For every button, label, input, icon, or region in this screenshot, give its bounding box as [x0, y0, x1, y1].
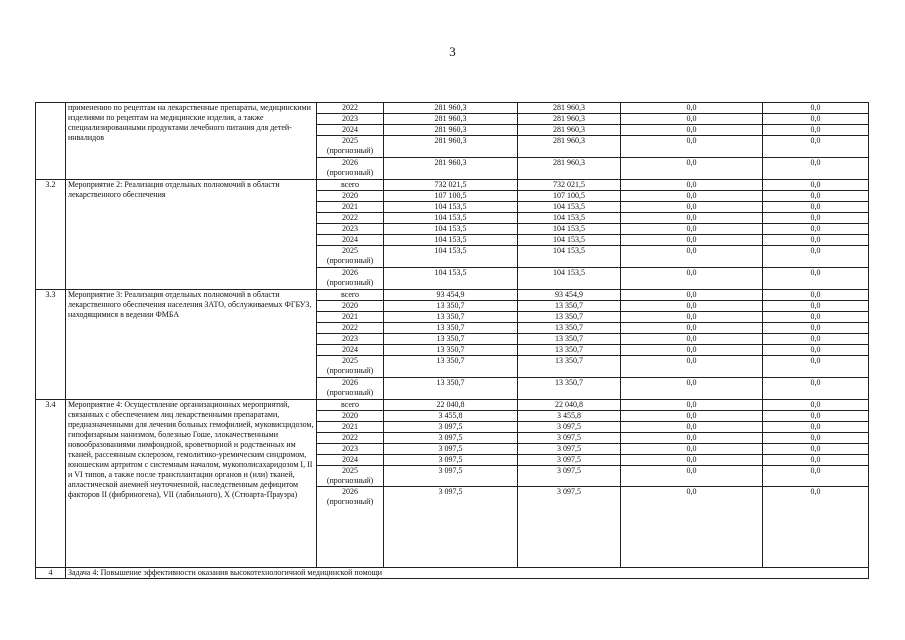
federal-budget-cell: 0,0: [621, 444, 763, 455]
federal-budget-cell: 0,0: [621, 114, 763, 125]
total-amount-cell: 104 153,5: [384, 213, 518, 224]
period-cell: 2023: [317, 444, 384, 455]
other-sources-cell: 0,0: [763, 191, 869, 202]
federal-budget-cell: 0,0: [621, 411, 763, 422]
regional-budget-cell: 104 153,5: [518, 213, 621, 224]
other-sources-cell: 0,0: [763, 334, 869, 345]
federal-budget-cell: 0,0: [621, 356, 763, 378]
total-amount-cell: 3 097,5: [384, 433, 518, 444]
total-amount-cell: 732 021,5: [384, 180, 518, 191]
regional-budget-cell: 13 350,7: [518, 378, 621, 400]
total-amount-cell: 13 350,7: [384, 378, 518, 400]
period-cell: 2024: [317, 235, 384, 246]
other-sources-cell: 0,0: [763, 180, 869, 191]
item-number: 3.4: [36, 400, 66, 568]
federal-budget-cell: 0,0: [621, 191, 763, 202]
task-title: Задача 4: Повышение эффективности оказания высокотехнологичной медицинской помощи: [66, 568, 869, 579]
period-cell: 2021: [317, 202, 384, 213]
total-amount-cell: 104 153,5: [384, 235, 518, 246]
period-cell: 2020: [317, 411, 384, 422]
other-sources-cell: 0,0: [763, 378, 869, 400]
period-cell: 2025 (прогнозный): [317, 356, 384, 378]
total-amount-cell: 281 960,3: [384, 136, 518, 158]
period-cell: 2025 (прогнозный): [317, 246, 384, 268]
total-amount-cell: 13 350,7: [384, 301, 518, 312]
activity-description: Мероприятие 3: Реализация отдельных полномочий в области лекарственного обеспечения населения ЗАТО, обслуживаемых ФГБУЗ, находящимися в ведении ФМБА: [66, 290, 317, 400]
other-sources-cell: 0,0: [763, 268, 869, 290]
regional-budget-cell: 3 455,8: [518, 411, 621, 422]
total-amount-cell: 104 153,5: [384, 224, 518, 235]
regional-budget-cell: 13 350,7: [518, 301, 621, 312]
other-sources-cell: 0,0: [763, 433, 869, 444]
total-amount-cell: 281 960,3: [384, 158, 518, 180]
period-cell: 2026 (прогнозный): [317, 378, 384, 400]
period-cell: 2024: [317, 455, 384, 466]
period-cell: всего: [317, 180, 384, 191]
regional-budget-cell: 104 153,5: [518, 268, 621, 290]
federal-budget-cell: 0,0: [621, 213, 763, 224]
federal-budget-cell: 0,0: [621, 323, 763, 334]
other-sources-cell: 0,0: [763, 202, 869, 213]
federal-budget-cell: 0,0: [621, 268, 763, 290]
other-sources-cell: 0,0: [763, 411, 869, 422]
table-row: [36, 103, 869, 114]
table-row: [36, 180, 869, 191]
regional-budget-cell: 281 960,3: [518, 103, 621, 114]
other-sources-cell: 0,0: [763, 224, 869, 235]
regional-budget-cell: 104 153,5: [518, 235, 621, 246]
period-cell: 2023: [317, 114, 384, 125]
page-number: 3: [449, 44, 456, 59]
federal-budget-cell: 0,0: [621, 158, 763, 180]
regional-budget-cell: 13 350,7: [518, 334, 621, 345]
other-sources-cell: 0,0: [763, 323, 869, 334]
other-sources-cell: 0,0: [763, 290, 869, 301]
federal-budget-cell: 0,0: [621, 455, 763, 466]
other-sources-cell: 0,0: [763, 487, 869, 568]
period-cell: 2026 (прогнозный): [317, 158, 384, 180]
total-amount-cell: 3 097,5: [384, 466, 518, 487]
task-row: [36, 568, 869, 579]
table-row: [36, 290, 869, 301]
federal-budget-cell: 0,0: [621, 422, 763, 433]
total-amount-cell: 104 153,5: [384, 202, 518, 213]
item-number: 3.3: [36, 290, 66, 400]
federal-budget-cell: 0,0: [621, 433, 763, 444]
federal-budget-cell: 0,0: [621, 290, 763, 301]
regional-budget-cell: 3 097,5: [518, 455, 621, 466]
federal-budget-cell: 0,0: [621, 103, 763, 114]
regional-budget-cell: 281 960,3: [518, 136, 621, 158]
total-amount-cell: 13 350,7: [384, 334, 518, 345]
federal-budget-cell: 0,0: [621, 334, 763, 345]
period-cell: 2023: [317, 334, 384, 345]
activity-description: Мероприятие 4: Осуществление организационных мероприятий, связанных с обеспечением лиц лекарственными препаратами, предназначенными для лечения больных гемофилией, муковисцидозом, гипофизарным нанизмом, болезнью Гоше, злокачественными новообразованиями лимфоидной, кроветворной и родственных им тканей, рассеянным склерозом, гемолитико-уремическим синдромом, юношеским артритом с системным началом, мукополисахаридозом I, II и VI типов, а также после трансплантации органов и (или) тканей, апластической анемией неуточненной, наследственным дефицитом факторов II (фибриногена), VII (лабильного), X (Стюарта-Прауэра): [66, 400, 317, 568]
federal-budget-cell: 0,0: [621, 345, 763, 356]
federal-budget-cell: 0,0: [621, 466, 763, 487]
other-sources-cell: 0,0: [763, 312, 869, 323]
federal-budget-cell: 0,0: [621, 246, 763, 268]
federal-budget-cell: 0,0: [621, 224, 763, 235]
activity-description: применению по рецептам на лекарственные препараты, медицинскими изделиями по рецептам на медицинские изделия, а также специализированными продуктами лечебного питания для детей-инвалидов: [66, 103, 317, 180]
other-sources-cell: 0,0: [763, 103, 869, 114]
regional-budget-cell: 3 097,5: [518, 422, 621, 433]
total-amount-cell: 104 153,5: [384, 268, 518, 290]
regional-budget-cell: 13 350,7: [518, 312, 621, 323]
total-amount-cell: 13 350,7: [384, 345, 518, 356]
period-cell: 2020: [317, 301, 384, 312]
regional-budget-cell: 281 960,3: [518, 158, 621, 180]
federal-budget-cell: 0,0: [621, 312, 763, 323]
regional-budget-cell: 281 960,3: [518, 125, 621, 136]
period-cell: 2021: [317, 422, 384, 433]
period-cell: 2022: [317, 433, 384, 444]
other-sources-cell: 0,0: [763, 235, 869, 246]
total-amount-cell: 13 350,7: [384, 323, 518, 334]
other-sources-cell: 0,0: [763, 301, 869, 312]
activity-description: Мероприятие 2: Реализация отдельных полномочий в области лекарственного обеспечения: [66, 180, 317, 290]
regional-budget-cell: 3 097,5: [518, 487, 621, 568]
other-sources-cell: 0,0: [763, 466, 869, 487]
regional-budget-cell: 732 021,5: [518, 180, 621, 191]
other-sources-cell: 0,0: [763, 114, 869, 125]
other-sources-cell: 0,0: [763, 345, 869, 356]
federal-budget-cell: 0,0: [621, 235, 763, 246]
period-cell: всего: [317, 290, 384, 301]
other-sources-cell: 0,0: [763, 213, 869, 224]
other-sources-cell: 0,0: [763, 158, 869, 180]
other-sources-cell: 0,0: [763, 125, 869, 136]
total-amount-cell: 107 100,5: [384, 191, 518, 202]
regional-budget-cell: 104 153,5: [518, 224, 621, 235]
period-cell: 2020: [317, 191, 384, 202]
regional-budget-cell: 22 040,8: [518, 400, 621, 411]
total-amount-cell: 22 040,8: [384, 400, 518, 411]
regional-budget-cell: 104 153,5: [518, 202, 621, 213]
regional-budget-cell: 281 960,3: [518, 114, 621, 125]
period-cell: 2022: [317, 213, 384, 224]
other-sources-cell: 0,0: [763, 246, 869, 268]
total-amount-cell: 13 350,7: [384, 356, 518, 378]
period-cell: 2025 (прогнозный): [317, 466, 384, 487]
total-amount-cell: 281 960,3: [384, 114, 518, 125]
period-cell: 2024: [317, 125, 384, 136]
federal-budget-cell: 0,0: [621, 202, 763, 213]
total-amount-cell: 93 454,9: [384, 290, 518, 301]
federal-budget-cell: 0,0: [621, 125, 763, 136]
program-funding-table: [35, 102, 869, 579]
period-cell: 2025 (прогнозный): [317, 136, 384, 158]
regional-budget-cell: 13 350,7: [518, 345, 621, 356]
total-amount-cell: 281 960,3: [384, 125, 518, 136]
total-amount-cell: 104 153,5: [384, 246, 518, 268]
period-cell: 2026 (прогнозный): [317, 268, 384, 290]
regional-budget-cell: 107 100,5: [518, 191, 621, 202]
federal-budget-cell: 0,0: [621, 400, 763, 411]
period-cell: 2021: [317, 312, 384, 323]
regional-budget-cell: 104 153,5: [518, 246, 621, 268]
regional-budget-cell: 13 350,7: [518, 356, 621, 378]
regional-budget-cell: 3 097,5: [518, 433, 621, 444]
total-amount-cell: 3 097,5: [384, 455, 518, 466]
total-amount-cell: 3 455,8: [384, 411, 518, 422]
total-amount-cell: 3 097,5: [384, 444, 518, 455]
other-sources-cell: 0,0: [763, 455, 869, 466]
total-amount-cell: 281 960,3: [384, 103, 518, 114]
total-amount-cell: 3 097,5: [384, 422, 518, 433]
federal-budget-cell: 0,0: [621, 180, 763, 191]
period-cell: всего: [317, 400, 384, 411]
regional-budget-cell: 3 097,5: [518, 444, 621, 455]
period-cell: 2026 (прогнозный): [317, 487, 384, 568]
federal-budget-cell: 0,0: [621, 136, 763, 158]
period-cell: 2022: [317, 323, 384, 334]
task-number: 4: [36, 568, 66, 579]
period-cell: 2023: [317, 224, 384, 235]
federal-budget-cell: 0,0: [621, 378, 763, 400]
federal-budget-cell: 0,0: [621, 301, 763, 312]
other-sources-cell: 0,0: [763, 136, 869, 158]
item-number: [36, 103, 66, 180]
regional-budget-cell: 3 097,5: [518, 466, 621, 487]
other-sources-cell: 0,0: [763, 422, 869, 433]
period-cell: 2024: [317, 345, 384, 356]
federal-budget-cell: 0,0: [621, 487, 763, 568]
total-amount-cell: 3 097,5: [384, 487, 518, 568]
regional-budget-cell: 13 350,7: [518, 323, 621, 334]
other-sources-cell: 0,0: [763, 400, 869, 411]
other-sources-cell: 0,0: [763, 356, 869, 378]
table-row: [36, 400, 869, 411]
other-sources-cell: 0,0: [763, 444, 869, 455]
item-number: 3.2: [36, 180, 66, 290]
total-amount-cell: 13 350,7: [384, 312, 518, 323]
period-cell: 2022: [317, 103, 384, 114]
regional-budget-cell: 93 454,9: [518, 290, 621, 301]
